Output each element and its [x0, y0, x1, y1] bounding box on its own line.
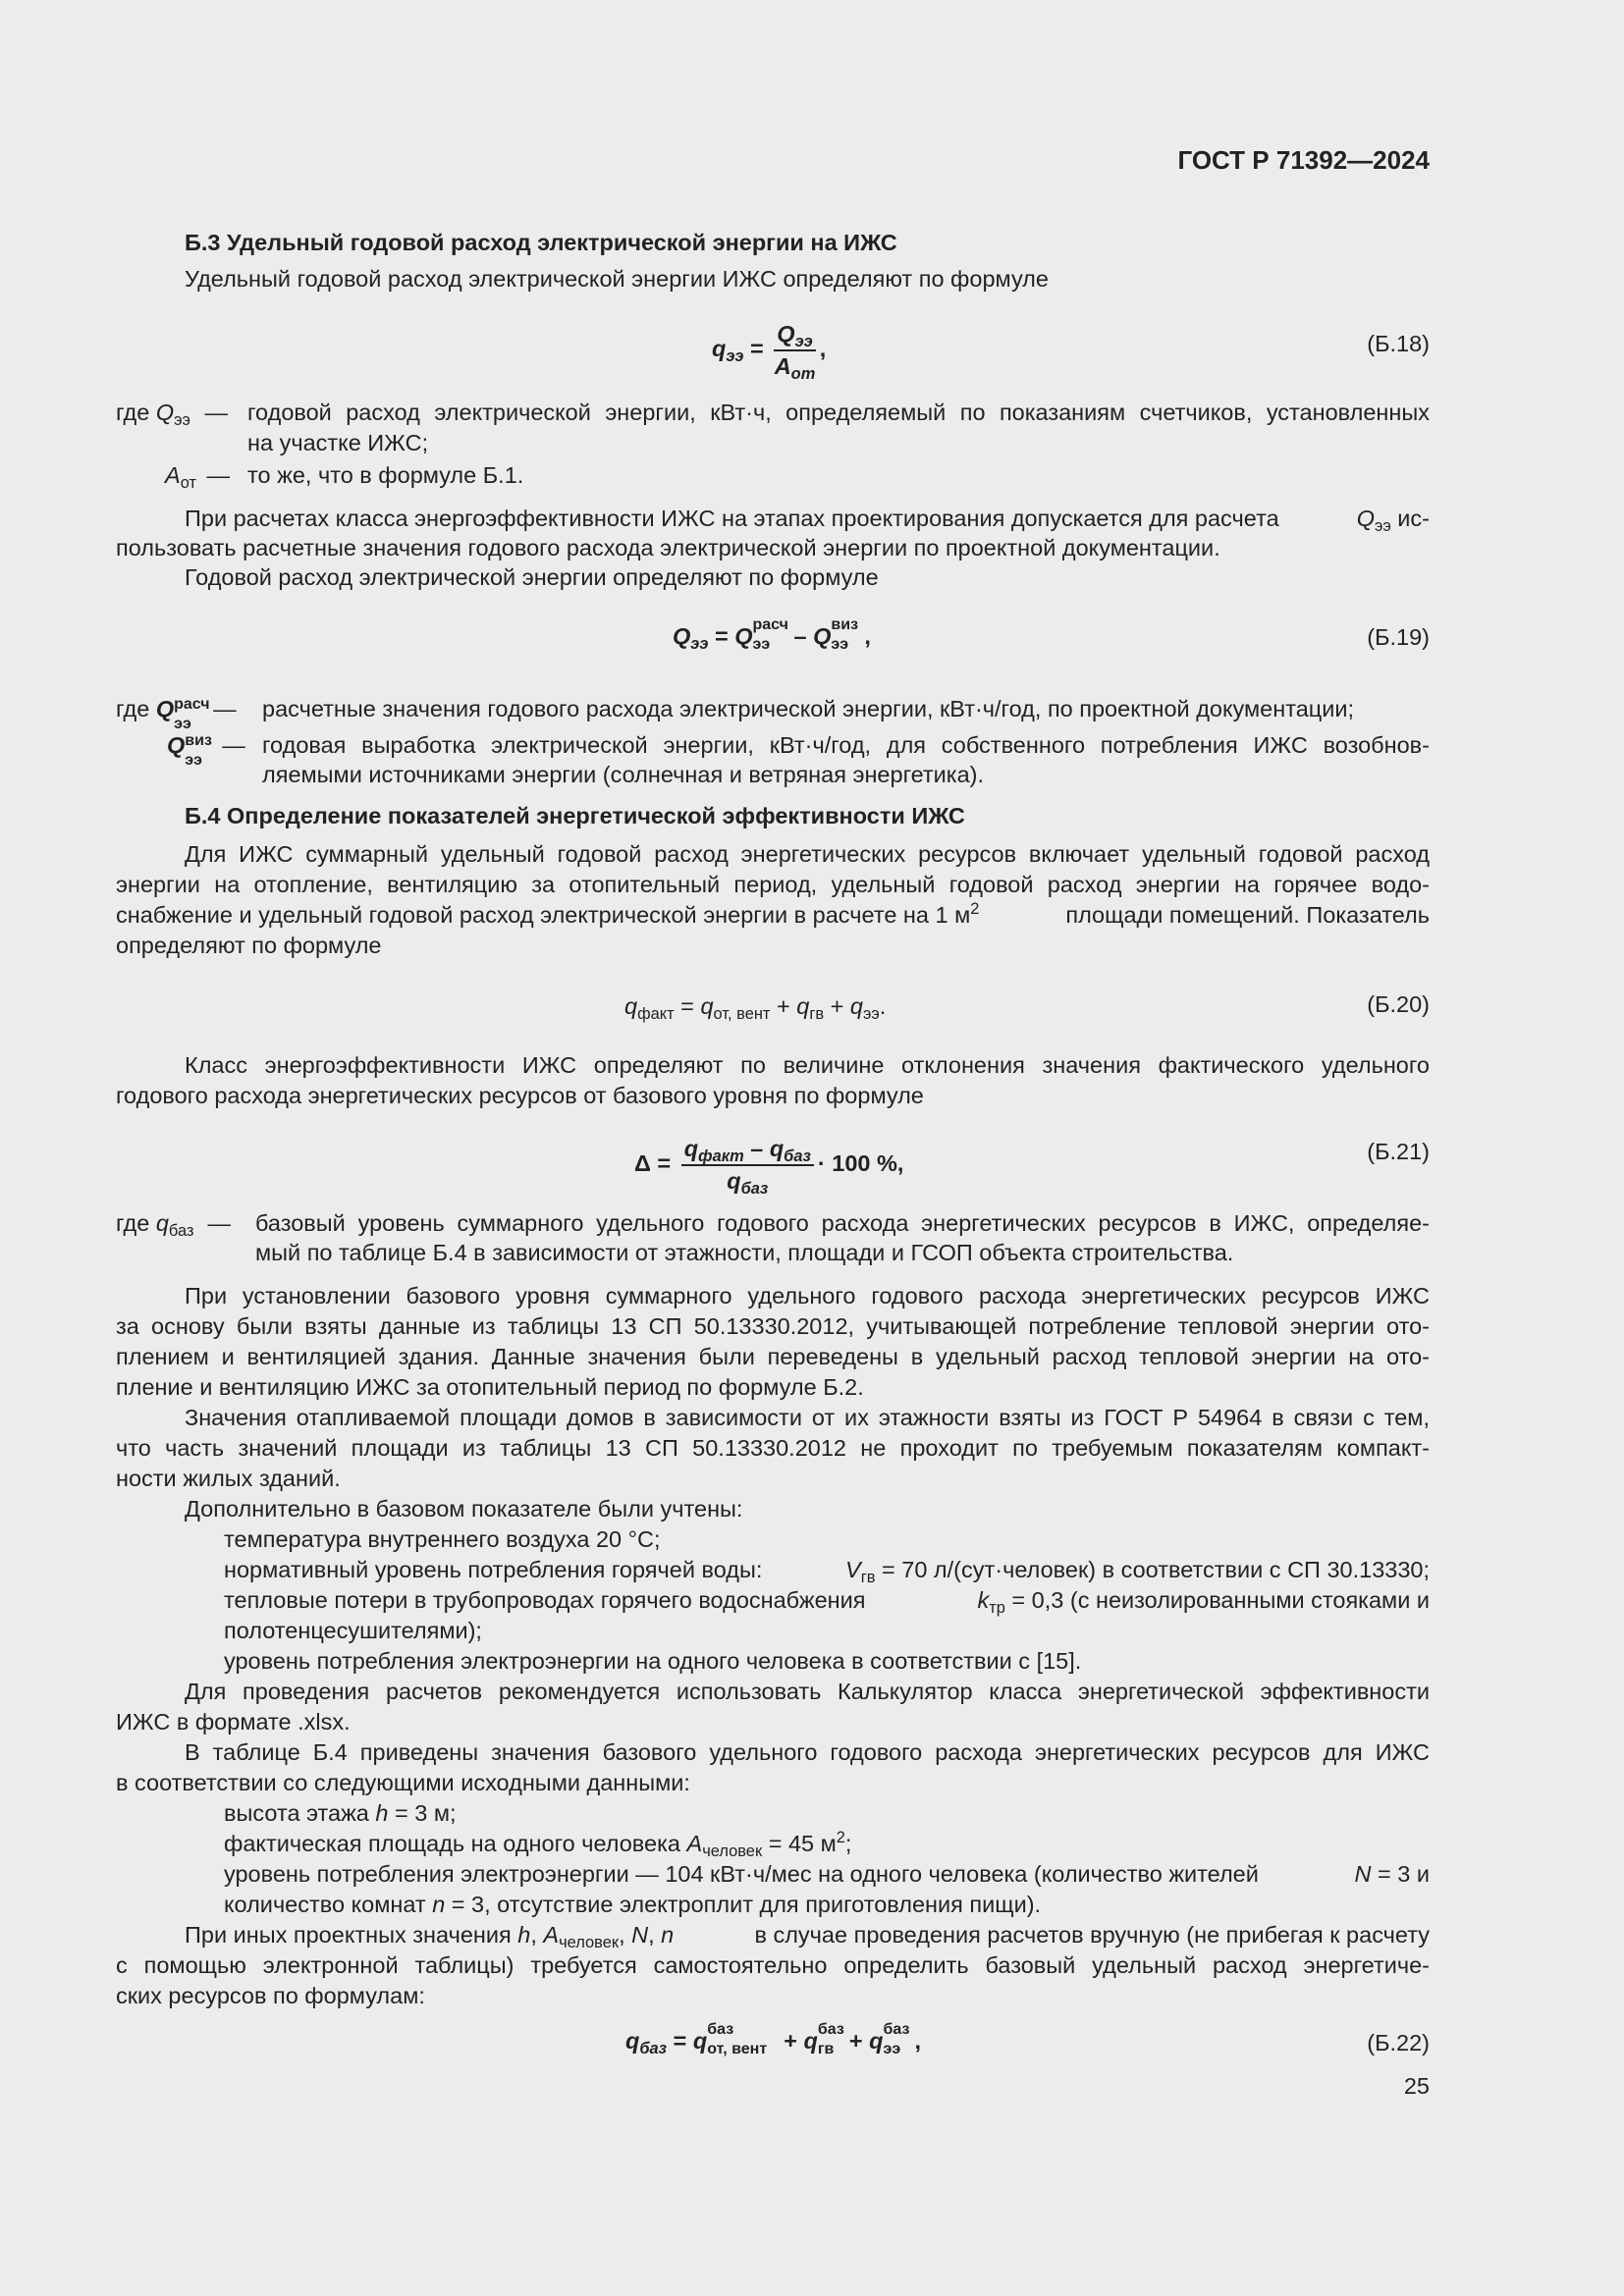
page-number: 25 [1403, 2073, 1430, 2099]
where-qrasch-text: расчетные значения годового расхода электрической энергии, кВт·ч/год, по проектной документации; [262, 696, 1355, 721]
where-qviz-line2: ляемыми источниками энергии (солнечная и ветряная энергетика). [262, 762, 985, 787]
where-qbaz-symbol: где $q_{баз}$ — [116, 1210, 231, 1240]
equation-number-b18: (Б.18) [1367, 331, 1430, 356]
where-aot-text: то же, что в формуле Б.1. [247, 462, 524, 488]
para-design-stage-line2: пользовать расчетные значения годового расхода электрической энергии по проектной документации. [116, 535, 1220, 561]
equation-b22: $q_{баз} = q$ баз от, вент + q баз гв + q баз ээ , [625, 2021, 922, 2057]
list-item-electricity-level-cont: количество комнат n = 3, отсутствие электроплит для приготовления пищи). [224, 1892, 1042, 1917]
p5: Дополнительно в базовом показателе были учтены: [185, 1496, 743, 1522]
equation-number-b21: (Б.21) [1367, 1139, 1430, 1164]
list-item-heat-losses: тепловые потери в трубопроводах горячего водоснабжения $k_{тр} = 0,3$ (с неизолированными стояками и [224, 1587, 1430, 1617]
equation-number-b19: (Б.19) [1367, 624, 1430, 650]
p2-line2: годового расхода энергетических ресурсов от базового уровня по формуле [116, 1083, 924, 1108]
where-qrasch-symbol: где Q расч ээ — [116, 696, 237, 732]
p7-line2: в соответствии со следующими исходными данными: [116, 1770, 690, 1795]
where-qbaz-line2: мый по таблице Б.4 в зависимости от этажности, площади и ГСОП объекта строительства. [255, 1240, 1234, 1265]
p7-line1: В таблице Б.4 приведены значения базового удельного годового расхода энергетических ресурсов для ИЖС [185, 1739, 1430, 1765]
p4-line3: ности жилых зданий. [116, 1466, 341, 1491]
p6-line2: ИЖС в формате .xlsx. [116, 1709, 351, 1735]
p3-line3: плением и вентиляцией здания. Данные значения были переведены в удельный расход тепловой энергии на ото- [116, 1344, 1430, 1369]
para-design-stage-line1: При расчетах класса энергоэффективности ИЖС на этапах проектирования допускается для расчета $Q_{ээ}$ ис- [185, 506, 1430, 535]
equation-number-b22: (Б.22) [1367, 2030, 1430, 2056]
p1-line2: энергии на отопление, вентиляцию за отопительный период, удельный годовой расход энергии на горячее водо- [116, 872, 1430, 897]
equation-number-b20: (Б.20) [1367, 991, 1430, 1017]
equation-b20: $q_{факт} = q_{от, вент} + q_{гв} + q_{ээ}$. [624, 993, 887, 1023]
section-b4-title: Б.4 Определение показателей энергетической эффективности ИЖС [185, 803, 965, 828]
where-aot-symbol: $A_{от}$ — [165, 462, 231, 492]
p3-line2: за основу были взяты данные из таблицы 13 СП 50.13330.2012, учитывающей потребление тепловой энергии ото- [116, 1313, 1430, 1339]
doc-id-header: ГОСТ Р 71392—2024 [1177, 145, 1430, 175]
p1-line1: Для ИЖС суммарный удельный годовой расход энергетических ресурсов включает удельный годовой расход [185, 841, 1430, 867]
equation-b21: Δ = $\frac{q_{факт} - q_{баз}}{q_{баз}}$ · 100 %, [634, 1136, 904, 1198]
p4-line1: Значения отапливаемой площади домов в зависимости от их этажности взяты из ГОСТ Р 54964 в связи с тем, [185, 1405, 1430, 1430]
p6-line1: Для проведения расчетов рекомендуется использовать Калькулятор класса энергетической эффективности [185, 1679, 1430, 1704]
p1-line3: снабжение и удельный годовой расход электрической энергии в расчете на 1 $м^2$ площади помещений. Показатель [116, 900, 1430, 928]
where-qee-line1: годовой расход электрической энергии, кВт·ч, определяемый по показаниям счетчиков, установленных [247, 400, 1430, 425]
where-qbaz-line1: базовый уровень суммарного удельного годового расхода энергетических ресурсов в ИЖС, определяе- [255, 1210, 1430, 1236]
para-annual-consumption: Годовой расход электрической энергии определяют по формуле [185, 564, 879, 590]
p4-line2: что часть значений площади из таблицы 13 СП 50.13330.2012 не проходит по требуемым показателям компакт- [116, 1435, 1430, 1461]
p1-line4: определяют по формуле [116, 933, 382, 958]
p3-line1: При установлении базового уровня суммарного удельного годового расхода энергетических ресурсов ИЖС [185, 1283, 1430, 1308]
list-item-electricity-level: уровень потребления электроэнергии — 104 кВт·ч/мес на одного человека (количество жителей N = 3 и [224, 1861, 1430, 1887]
list-item-hot-water: нормативный уровень потребления горячей воды: $V_{гв} = 70$ л/(сут·человек) в соответствии с СП 30.13330; [224, 1557, 1430, 1586]
p8-line1: При иных проектных значения h, $A_{человек}$, N, n в случае проведения расчетов вручную (не прибегая к расчету [185, 1922, 1430, 1951]
section-b3-title: Б.3 Удельный годовой расход электрической энергии на ИЖС [185, 230, 897, 255]
equation-b18: $q_{ээ}$ = $\frac{Q_{ээ}}{A_{от}}$ , [712, 321, 827, 383]
p2-line1: Класс энергоэффективности ИЖС определяют по величине отклонения значения фактического удельного [185, 1052, 1430, 1078]
where-qviz-symbol: Q виз ээ — [167, 732, 245, 769]
p3-line4: пление и вентиляцию ИЖС за отопительный период по формуле Б.2. [116, 1374, 864, 1400]
list-item-indoor-temp: температура внутреннего воздуха 20 °С; [224, 1526, 661, 1552]
p8-line3: ских ресурсов по формулам: [116, 1983, 425, 2008]
p8-line2: с помощью электронной таблицы) требуется самостоятельно определить базовый удельный расход энергетиче- [116, 1952, 1430, 1978]
equation-b19: $Q_{ээ} = Q$ расч ээ – Q виз ээ , [673, 616, 871, 653]
where-qviz-line1: годовая выработка электрической энергии, кВт·ч/год, для собственного потребления ИЖС возобнов- [262, 732, 1430, 758]
list-item-floor-height: высота этажа h = 3 м; [224, 1800, 457, 1826]
where-qee-line2: на участке ИЖС; [247, 430, 429, 455]
section-b3-intro: Удельный годовой расход электрической энергии ИЖС определяют по формуле [185, 266, 1049, 292]
where-qee-symbol: где $Q_{ээ}$ — [116, 400, 228, 429]
list-item-electricity: уровень потребления электроэнергии на одного человека в соответствии с [15]. [224, 1648, 1082, 1674]
list-item-heat-losses-cont: полотенцесушителями); [224, 1618, 482, 1643]
list-item-area-per-person: фактическая площадь на одного человека $A_{человек} = 45$ $м^2$; [224, 1829, 852, 1860]
